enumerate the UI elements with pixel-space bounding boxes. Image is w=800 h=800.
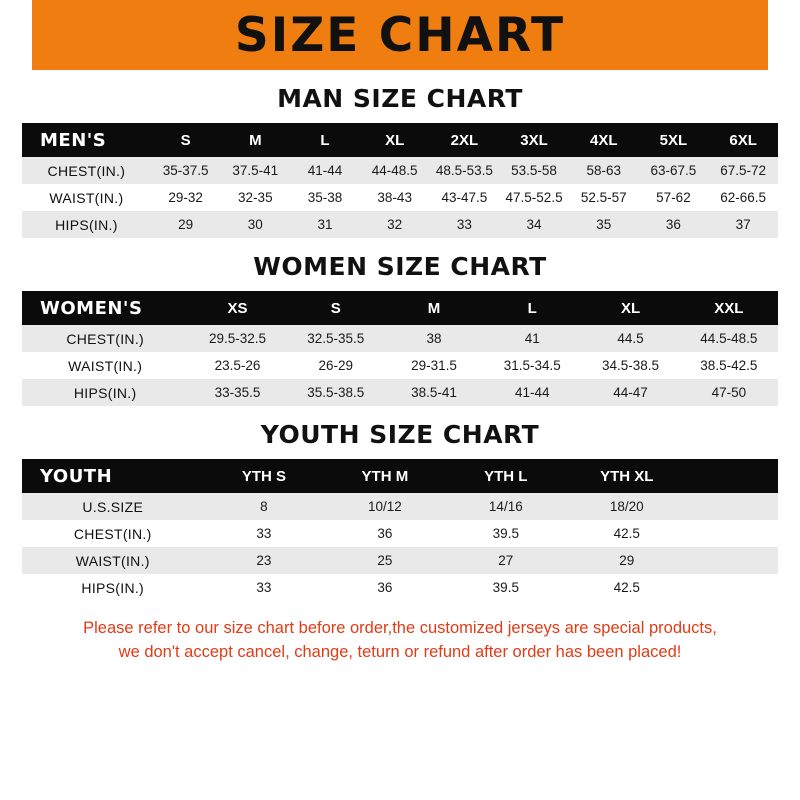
cell: 39.5 <box>445 574 566 601</box>
cell: 33 <box>430 211 500 238</box>
cell: 29-31.5 <box>385 352 483 379</box>
content-area <box>0 84 800 665</box>
table-man-body <box>22 157 778 238</box>
header-band <box>0 0 800 70</box>
column-header: 6XL <box>708 123 778 157</box>
cell: 44.5 <box>581 325 679 352</box>
table-women-corner: WOMEN'S <box>22 291 188 325</box>
table-youth-head <box>22 459 778 493</box>
cell: 18/20 <box>566 493 687 520</box>
cell: 14/16 <box>445 493 566 520</box>
cell: 35-38 <box>290 184 360 211</box>
cell: 47-50 <box>680 379 778 406</box>
cell: 36 <box>324 520 445 547</box>
cell: 25 <box>324 547 445 574</box>
cell: 29 <box>566 547 687 574</box>
table-row <box>22 352 778 379</box>
cell: 33 <box>203 574 324 601</box>
cell: 41-44 <box>290 157 360 184</box>
cell: 53.5-58 <box>499 157 569 184</box>
table-row <box>22 379 778 406</box>
cell: 32.5-35.5 <box>287 325 385 352</box>
column-header: YTH L <box>445 459 566 493</box>
column-header: YTH M <box>324 459 445 493</box>
cell: 44.5-48.5 <box>680 325 778 352</box>
cell: 8 <box>203 493 324 520</box>
cell: 67.5-72 <box>708 157 778 184</box>
row-label: HIPS(IN.) <box>22 379 188 406</box>
cell: 31 <box>290 211 360 238</box>
column-header: YTH S <box>203 459 324 493</box>
cell: 26-29 <box>287 352 385 379</box>
column-header: S <box>151 123 221 157</box>
table-header-row <box>22 291 778 325</box>
column-header: XL <box>581 291 679 325</box>
table-man-corner: MEN'S <box>22 123 151 157</box>
cell: 38-43 <box>360 184 430 211</box>
table-header-row <box>22 459 778 493</box>
table-man <box>22 123 778 238</box>
row-label: WAIST(IN.) <box>22 352 188 379</box>
page-title: SIZE CHART <box>234 7 566 63</box>
column-header: L <box>483 291 581 325</box>
column-header: 4XL <box>569 123 639 157</box>
cell: 41-44 <box>483 379 581 406</box>
section-youth <box>22 420 778 601</box>
column-header: XXL <box>680 291 778 325</box>
row-label: CHEST(IN.) <box>22 325 188 352</box>
footer-note <box>22 617 778 665</box>
cell: 23 <box>203 547 324 574</box>
column-header-spacer <box>687 459 778 493</box>
table-row <box>22 157 778 184</box>
cell: 47.5-52.5 <box>499 184 569 211</box>
table-row <box>22 493 778 520</box>
cell-spacer <box>687 493 778 520</box>
cell: 38.5-42.5 <box>680 352 778 379</box>
cell-spacer <box>687 547 778 574</box>
table-row <box>22 547 778 574</box>
cell: 10/12 <box>324 493 445 520</box>
cell-spacer <box>687 520 778 547</box>
cell-spacer <box>687 574 778 601</box>
table-youth <box>22 459 778 601</box>
row-label: HIPS(IN.) <box>22 574 203 601</box>
cell: 29.5-32.5 <box>188 325 286 352</box>
cell: 44-47 <box>581 379 679 406</box>
section-title-man: MAN SIZE CHART <box>277 84 523 113</box>
cell: 29 <box>151 211 221 238</box>
cell: 35-37.5 <box>151 157 221 184</box>
cell: 37 <box>708 211 778 238</box>
footer-note-line-1: Please refer to our size chart before order,the customized jerseys are special products, <box>83 619 717 637</box>
cell: 42.5 <box>566 574 687 601</box>
cell: 31.5-34.5 <box>483 352 581 379</box>
cell: 29-32 <box>151 184 221 211</box>
column-header: 2XL <box>430 123 500 157</box>
cell: 63-67.5 <box>639 157 709 184</box>
table-row <box>22 184 778 211</box>
column-header: 5XL <box>639 123 709 157</box>
cell: 33 <box>203 520 324 547</box>
row-label: WAIST(IN.) <box>22 547 203 574</box>
cell: 38.5-41 <box>385 379 483 406</box>
cell: 36 <box>324 574 445 601</box>
cell: 52.5-57 <box>569 184 639 211</box>
cell: 39.5 <box>445 520 566 547</box>
cell: 27 <box>445 547 566 574</box>
column-header: XL <box>360 123 430 157</box>
table-women-head <box>22 291 778 325</box>
column-header: S <box>287 291 385 325</box>
row-label: U.S.SIZE <box>22 493 203 520</box>
cell: 38 <box>385 325 483 352</box>
table-man-head <box>22 123 778 157</box>
column-header: M <box>220 123 290 157</box>
cell: 34.5-38.5 <box>581 352 679 379</box>
column-header: YTH XL <box>566 459 687 493</box>
cell: 35 <box>569 211 639 238</box>
column-header: 3XL <box>499 123 569 157</box>
column-header: XS <box>188 291 286 325</box>
table-row <box>22 520 778 547</box>
cell: 35.5-38.5 <box>287 379 385 406</box>
cell: 36 <box>639 211 709 238</box>
cell: 44-48.5 <box>360 157 430 184</box>
row-label: CHEST(IN.) <box>22 157 151 184</box>
section-women <box>22 252 778 406</box>
section-title-youth: YOUTH SIZE CHART <box>260 420 540 449</box>
cell: 41 <box>483 325 581 352</box>
table-row <box>22 325 778 352</box>
cell: 42.5 <box>566 520 687 547</box>
row-label: CHEST(IN.) <box>22 520 203 547</box>
table-women-body <box>22 325 778 406</box>
table-youth-corner: YOUTH <box>22 459 203 493</box>
table-youth-body <box>22 493 778 601</box>
section-title-women: WOMEN SIZE CHART <box>253 252 547 281</box>
cell: 30 <box>220 211 290 238</box>
table-row <box>22 211 778 238</box>
table-women <box>22 291 778 406</box>
cell: 32 <box>360 211 430 238</box>
cell: 23.5-26 <box>188 352 286 379</box>
row-label: WAIST(IN.) <box>22 184 151 211</box>
cell: 48.5-53.5 <box>430 157 500 184</box>
cell: 57-62 <box>639 184 709 211</box>
cell: 62-66.5 <box>708 184 778 211</box>
cell: 34 <box>499 211 569 238</box>
cell: 58-63 <box>569 157 639 184</box>
column-header: L <box>290 123 360 157</box>
table-header-row <box>22 123 778 157</box>
table-row <box>22 574 778 601</box>
cell: 32-35 <box>220 184 290 211</box>
row-label: HIPS(IN.) <box>22 211 151 238</box>
column-header: M <box>385 291 483 325</box>
cell: 43-47.5 <box>430 184 500 211</box>
section-man <box>22 84 778 238</box>
cell: 37.5-41 <box>220 157 290 184</box>
footer-note-line-2: we don't accept cancel, change, teturn or refund after order has been placed! <box>118 642 682 661</box>
cell: 33-35.5 <box>188 379 286 406</box>
